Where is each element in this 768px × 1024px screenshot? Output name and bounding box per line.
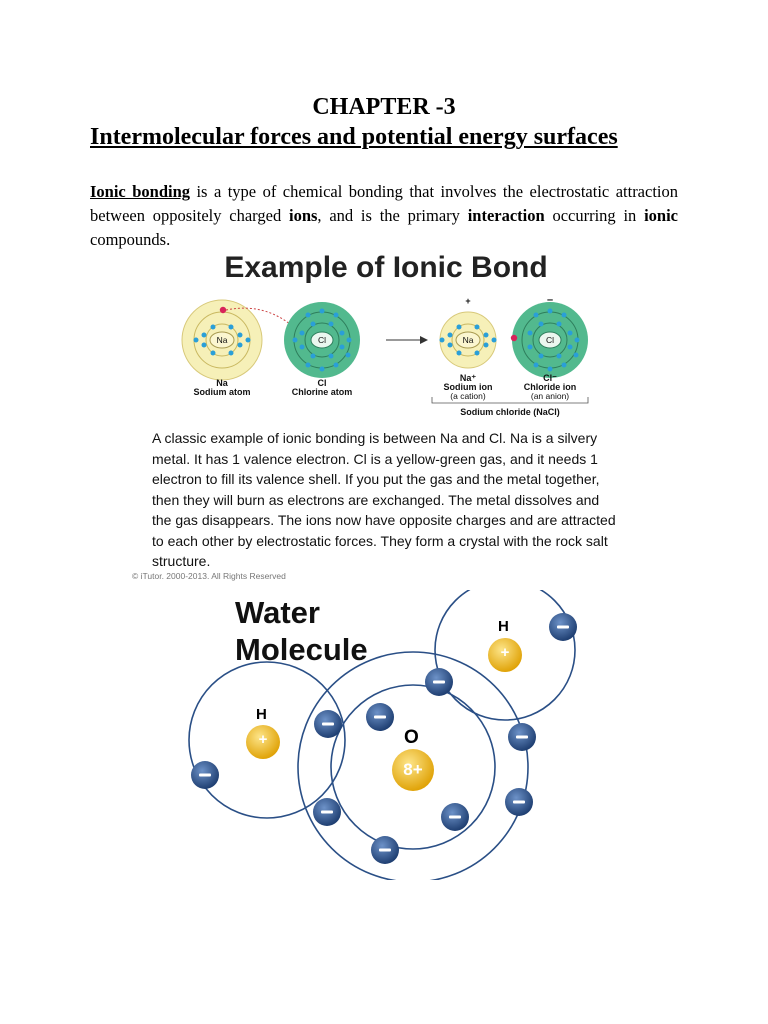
h-charge-right: + bbox=[500, 644, 510, 661]
cl-atom-label: Cl bbox=[317, 378, 327, 388]
term-ionic-bonding: Ionic bonding bbox=[90, 182, 191, 201]
h-label-left: H bbox=[256, 706, 267, 723]
para-text-2: , and is the primary bbox=[317, 206, 468, 225]
copyright-notice: © iTutor. 2000-2013. All Rights Reserved bbox=[132, 571, 286, 581]
cl-ion-sublabel-2: (an anion) bbox=[530, 391, 570, 401]
cl-ion-nucleus-symbol: Cl bbox=[545, 335, 555, 345]
na-atom-sublabel: Sodium atom bbox=[193, 387, 251, 397]
cl-ion-charge: – bbox=[546, 294, 554, 306]
cl-atom-sublabel: Chlorine atom bbox=[291, 387, 353, 397]
na-atom-label: Na bbox=[216, 378, 228, 388]
cl-ion-label: Cl⁻ bbox=[543, 373, 557, 383]
ionic-description: A classic example of ionic bonding is between Na and Cl. Na is a silvery metal. It has 1 valence electron. Cl is a yellow-green gas, and it needs 1 electron to fill its valence shell. If you put the gas and the metal together, then they will burn as electrons are exchanged. The metal dissolves and the gas disappears. The ions now have opposite charges and are attracted to each other by electrostatic forces. They form a crystal with the rock salt structure. bbox=[152, 430, 616, 569]
chapter-title: Intermolecular forces and potential energy surfaces bbox=[90, 124, 618, 150]
na-ion-label: Na⁺ bbox=[459, 373, 477, 383]
cl-nucleus-symbol: Cl bbox=[317, 335, 327, 345]
h-charge-left: + bbox=[258, 731, 268, 748]
h-label-right: H bbox=[498, 618, 509, 635]
water-title-line2: Molecule bbox=[235, 632, 368, 667]
cl-ion-sublabel: Chloride ion bbox=[523, 382, 577, 392]
na-ion-charge: + bbox=[465, 296, 471, 306]
na-ion-nucleus-symbol: Na bbox=[462, 335, 474, 345]
ionic-bonding-paragraph bbox=[90, 180, 678, 252]
para-text-1: is a type of chemical bonding that involves the electrostatic attraction between oppositely charged bbox=[90, 182, 679, 225]
para-text-3: occurring in bbox=[544, 206, 645, 225]
ionic-figure-title: Example of Ionic Bond bbox=[224, 251, 548, 284]
ionic-bond-figure bbox=[132, 245, 622, 585]
water-title-line1: Water bbox=[235, 595, 320, 630]
na-ion-sublabel-2: (a cation) bbox=[450, 391, 486, 401]
o-charge: 8+ bbox=[403, 760, 423, 779]
compound-label: Sodium chloride (NaCl) bbox=[460, 407, 560, 417]
na-ion-sublabel: Sodium ion bbox=[443, 382, 493, 392]
chapter-number: CHAPTER -3 bbox=[312, 94, 456, 120]
water-molecule-figure bbox=[185, 590, 585, 880]
water-molecule-diagram bbox=[185, 590, 585, 880]
para-text-4: compounds. bbox=[90, 230, 171, 249]
term-ionic: ionic bbox=[644, 206, 678, 225]
na-nucleus-symbol: Na bbox=[216, 335, 228, 345]
o-label: O bbox=[404, 727, 419, 748]
term-ions: ions bbox=[288, 206, 318, 225]
term-interaction: interaction bbox=[467, 206, 545, 225]
